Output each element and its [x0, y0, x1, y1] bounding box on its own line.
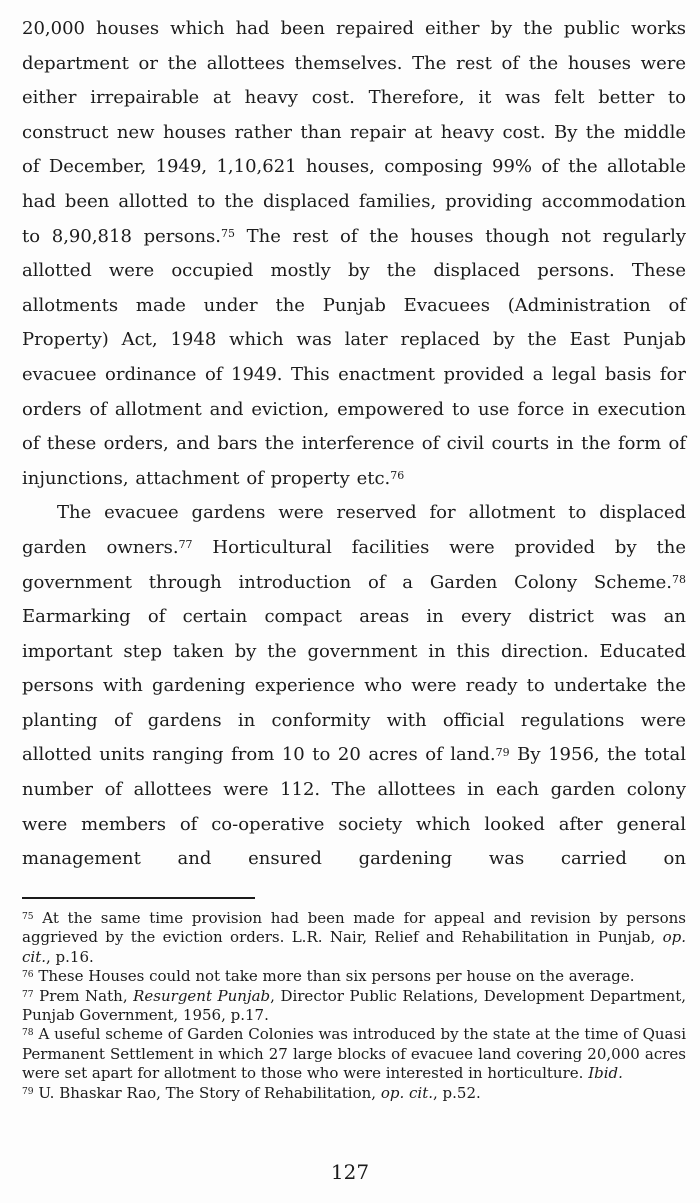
footnote-number: 75	[22, 911, 34, 922]
footnote	[22, 967, 686, 986]
text-run: Prem Nath,	[33, 986, 134, 1005]
text-run: Resurgent Punjab	[133, 986, 271, 1005]
body-text	[22, 12, 686, 877]
footnote	[22, 987, 686, 1026]
footnote-number: 78	[22, 1028, 34, 1039]
text-run: The evacuee gardens were reserved for allotment to displaced garden owners.	[22, 502, 686, 558]
body-paragraph	[22, 496, 686, 877]
page-number: 127	[330, 1160, 370, 1184]
text-run: op. cit.	[22, 928, 686, 966]
footnote	[22, 1025, 686, 1083]
footnote-ref: 78	[672, 572, 686, 586]
body-paragraph	[22, 12, 686, 496]
text-run: , p.52.	[433, 1083, 481, 1102]
footnote-ref: 75	[221, 226, 235, 240]
text-run: op. cit.	[380, 1083, 434, 1102]
text-run: Ibid.	[588, 1064, 623, 1083]
footnote-number: 77	[22, 989, 34, 1000]
text-run: By 1956, the total number of allottees were 112. The allottees in each garden colony were members of co-operative society which looked after general management and ensured gardening was carried on	[22, 744, 687, 870]
text-run: , Director Public Relations, Development Department, Punjab Government, 1956, p.17.	[22, 986, 686, 1025]
footnote-ref: 79	[495, 745, 510, 759]
footnote-number: 79	[22, 1086, 34, 1097]
footnote-number: 76	[22, 970, 34, 981]
text-run: Horticultural facilities were provided by the government through introduction of a Garden Colony Scheme.	[22, 536, 686, 593]
footnote-separator	[22, 897, 255, 899]
text-run: U. Bhaskar Rao, The Story of Rehabilitation,	[33, 1083, 381, 1102]
footnote-area	[22, 897, 686, 1103]
footnote	[22, 909, 686, 967]
footnote	[22, 1084, 686, 1103]
text-run: 20,000 houses which had been repaired either by the public works department or the allottees themselves. The rest of the houses were either irrepairable at heavy cost. Therefore, it was felt better to construct new houses rather than repair at heavy cost. By the middle of December, 1949, 1,10,621 houses, composing 99% of the allotable had been allotted to the displaced families, providing accommodation to 8,90,818 persons.	[22, 18, 686, 247]
text-run: Earmarking of certain compact areas in every district was an important step taken by the government in this direction. Educated persons with gardening experience who were ready to undertake the planting of gardens in conformity with official regulations were allotted units ranging from 10 to 20 acres of land.	[22, 606, 686, 766]
footnotes-section	[22, 909, 686, 1103]
text-run: A useful scheme of Garden Colonies was introduced by the state at the time of Quasi Permanent Settlement in which 27 large blocks of evacuee land covering 20,000 acres were set apart for allotment to those who were interested in horticulture.	[22, 1025, 686, 1083]
text-run: These Houses could not take more than six persons per house on the average.	[33, 967, 635, 986]
text-run: At the same time provision had been made for appeal and revision by persons aggrieved by the eviction orders. L.R. Nair, Relief and Rehabilitation in Punjab,	[22, 909, 686, 947]
text-run: The rest of the houses though not regularly allotted were occupied mostly by the displaced persons. These allotments made under the Punjab Evacuees (Administration of Property) Act, 1948 which was later replaced by the East Punjab evacuee ordinance of 1949. This enactment provided a legal basis for orders of allotment and eviction, empowered to use force in execution of these orders, and bars the interference of civil courts in the form of injunctions, attachment of property etc.	[22, 225, 686, 489]
text-run: , p.16.	[46, 947, 94, 966]
footnote-ref: 76	[390, 468, 405, 482]
footnote-ref: 77	[178, 537, 193, 551]
